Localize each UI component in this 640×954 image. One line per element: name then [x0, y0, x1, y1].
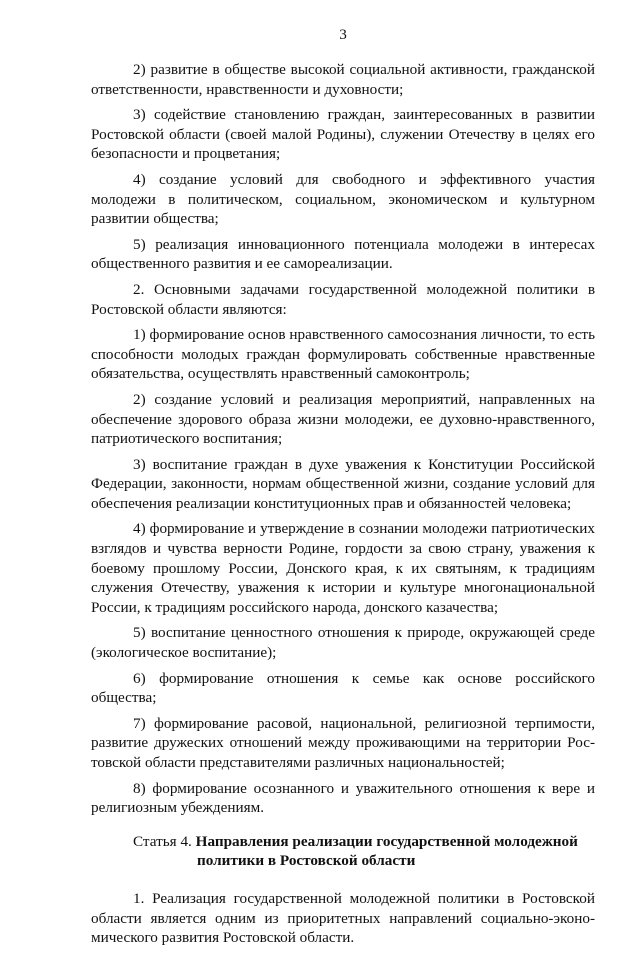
- document-page: [91, 0, 595, 947]
- article-heading: [91, 832, 595, 871]
- paragraph: 8) формирование осознанного и уважительного отношения к вере и религиозным убеждениям.: [91, 779, 595, 817]
- paragraph: 1. Реализация государственной молодежной политики в Ростовской области является одним из приоритетных направлений социально-экономического развития Ростовской области.: [91, 889, 595, 947]
- paragraph: 5) воспитание ценностного отношения к природе, окружающей среде (экологическое воспитание);: [91, 624, 595, 662]
- paragraph: 4) создание условий для свободного и эффективного участия молодежи в политическом, социальном, экономическом и культурном развитии общества;: [91, 170, 595, 228]
- article-number: Статья 4.: [133, 832, 192, 850]
- document-body: [91, 60, 595, 954]
- paragraph: 6) формирование отношения к семье как основе российского общества;: [91, 669, 595, 707]
- paragraph: 2) создание условий и реализация мероприятий, направленных на обеспечение здорового образа жизни молодежи, ее духовно-нравственного, патриотического воспитания;: [91, 390, 595, 448]
- article-title-line2: политики в Ростовской области: [197, 852, 416, 870]
- paragraph: 3) содействие становлению граждан, заинтересованных в развитии Ростовской области (своей малой Родины), служении Отечеству в целях его безопасности и процветания;: [91, 106, 595, 163]
- paragraph: 1) формирование основ нравственного самосознания личности, то есть способности молодых граждан формулировать собственные нравственные обязательства, осуществлять нравственный самоконтроль;: [91, 326, 595, 383]
- paragraph: 2) развитие в обществе высокой социальной активности, гражданской ответственности, нравственности и духовности;: [91, 61, 595, 98]
- paragraph: 5) реализация инновационного потенциала молодежи в интересах общественного развития и ее самореализации.: [91, 235, 595, 273]
- paragraph: 3) воспитание граждан в духе уважения к Конституции Российской Федерации, законности, нормам общественной жизни, создание условий для обеспечения реализации конституционных прав и обязанностей человека;: [91, 455, 595, 512]
- page-number: 3: [339, 26, 347, 43]
- paragraph: 4) формирование и утверждение в сознании молодежи патриотических взглядов и чувства верности Родине, гордости за свою страну, уважения к боевому прошлому России, Донского края, к их святыням, к традициям служения Отечеству, уважения к истории и культуре многонациональной России, к традициям российского народа, донского казачества;: [91, 520, 595, 616]
- paragraph: 7) формирование расовой, национальной, религиозной терпимости, развитие дружеских отношений между проживающими на территории Ростовской области представителями различных национальностей;: [91, 714, 595, 771]
- article-title-line1: Направления реализации государственной молодежной: [195, 832, 578, 850]
- paragraph: 2. Основными задачами государственной молодежной политики в Ростовской области являются:: [91, 280, 595, 318]
